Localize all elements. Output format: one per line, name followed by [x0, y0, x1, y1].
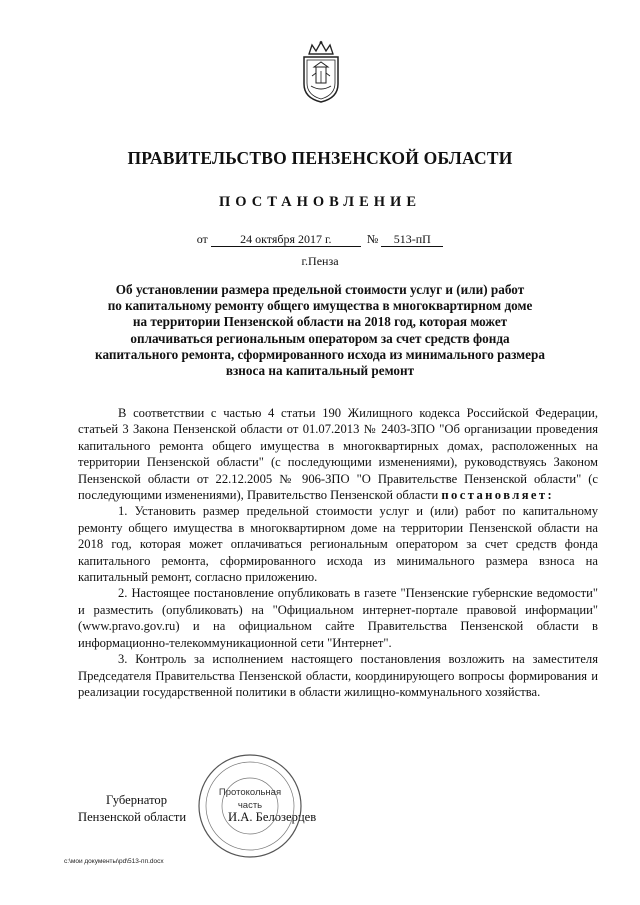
heading-line: на территории Пензенской области на 2018 год, которая может	[132, 314, 508, 330]
date-prefix: от	[196, 232, 208, 246]
item-1-paragraph: 1. Установить размер предельной стоимости услуг и (или) работ по капитальному ремонту общего имущества в многоквартирном доме на территории Пензенской области на 2018 год, которая может оплачиваться региональным оператором за счет средств фонда капитального ремонта, сформированного исхода из минимального размера взноса на капитальный ремонт, согласно приложению.	[78, 504, 598, 585]
heading-line: капитального ремонта, сформированного исхода из минимального размера	[95, 346, 545, 362]
intro-paragraph	[78, 405, 598, 503]
government-title: ПРАВИТЕЛЬСТВО ПЕНЗЕНСКОЙ ОБЛАСТИ	[127, 148, 513, 168]
signatory-name: И.А. Белозерцев	[228, 810, 317, 824]
stamp-text	[196, 786, 304, 812]
penza-coat-of-arms-icon	[298, 40, 344, 104]
heading-line: взноса на капитальный ремонт	[225, 363, 415, 379]
stamp-line2: часть	[237, 800, 263, 811]
document-body	[78, 405, 598, 700]
signatory-position-line2: Пензенской области	[78, 810, 187, 824]
city: г.Пенза	[301, 254, 339, 268]
stamp-line1: Протокольная	[218, 787, 282, 798]
date-number-line	[0, 232, 640, 247]
heading-line: по капитальному ремонту общего имущества в многоквартирном доме	[107, 298, 533, 314]
decree-word: постановляет:	[441, 488, 555, 503]
heading-line: Об установлении размера предельной стоимости услуг и (или) работ	[115, 282, 525, 297]
official-stamp	[196, 752, 304, 860]
file-path: c:\мои документы\pd\513-пп.docx	[64, 858, 164, 865]
intro-text: В соответствии с частью 4 статьи 190 Жилищного кодекса Российской Федерации, статьей 3 Закона Пензенской области от 01.07.2013 № 2403-ЗПО "Об организации проведения капитального ремонта общего имущества в многоквартирных домах, расположенных на территории Пензенской области" (с последующими изменениями), руководствуясь Законом Пензенской области от 22.12.2005 № 906-ЗПО "О Правительстве Пензенской области" (с последующими изменениями), Правительство Пензенской области	[78, 406, 598, 503]
heading-line: оплачиваться региональным оператором за счет средств фонда	[130, 330, 510, 346]
document-number: 513-пП	[381, 232, 443, 247]
number-prefix: №	[366, 232, 379, 246]
document-type: ПОСТАНОВЛЕНИЕ	[218, 194, 421, 210]
document-date: 24 октября 2017 г.	[211, 232, 361, 247]
item-2-paragraph: 2. Настоящее постановление опубликовать в газете "Пензенские губернские ведомости" и разместить (опубликовать) на "Официальном интернет-портале правовой информации" (www.pravo.gov.ru) и на официальном сайте Правительства Пензенской области в информационно-телекоммуникационной сети "Интернет".	[78, 586, 598, 650]
item-3-paragraph: 3. Контроль за исполнением настоящего постановления возложить на заместителя Председателя Правительства Пензенской области, координирующего вопросы формирования и реализации государственной политики в области жилищно-коммунального хозяйства.	[78, 652, 598, 699]
signatory-position-line1: Губернатор	[106, 793, 167, 807]
document-heading	[60, 282, 580, 379]
